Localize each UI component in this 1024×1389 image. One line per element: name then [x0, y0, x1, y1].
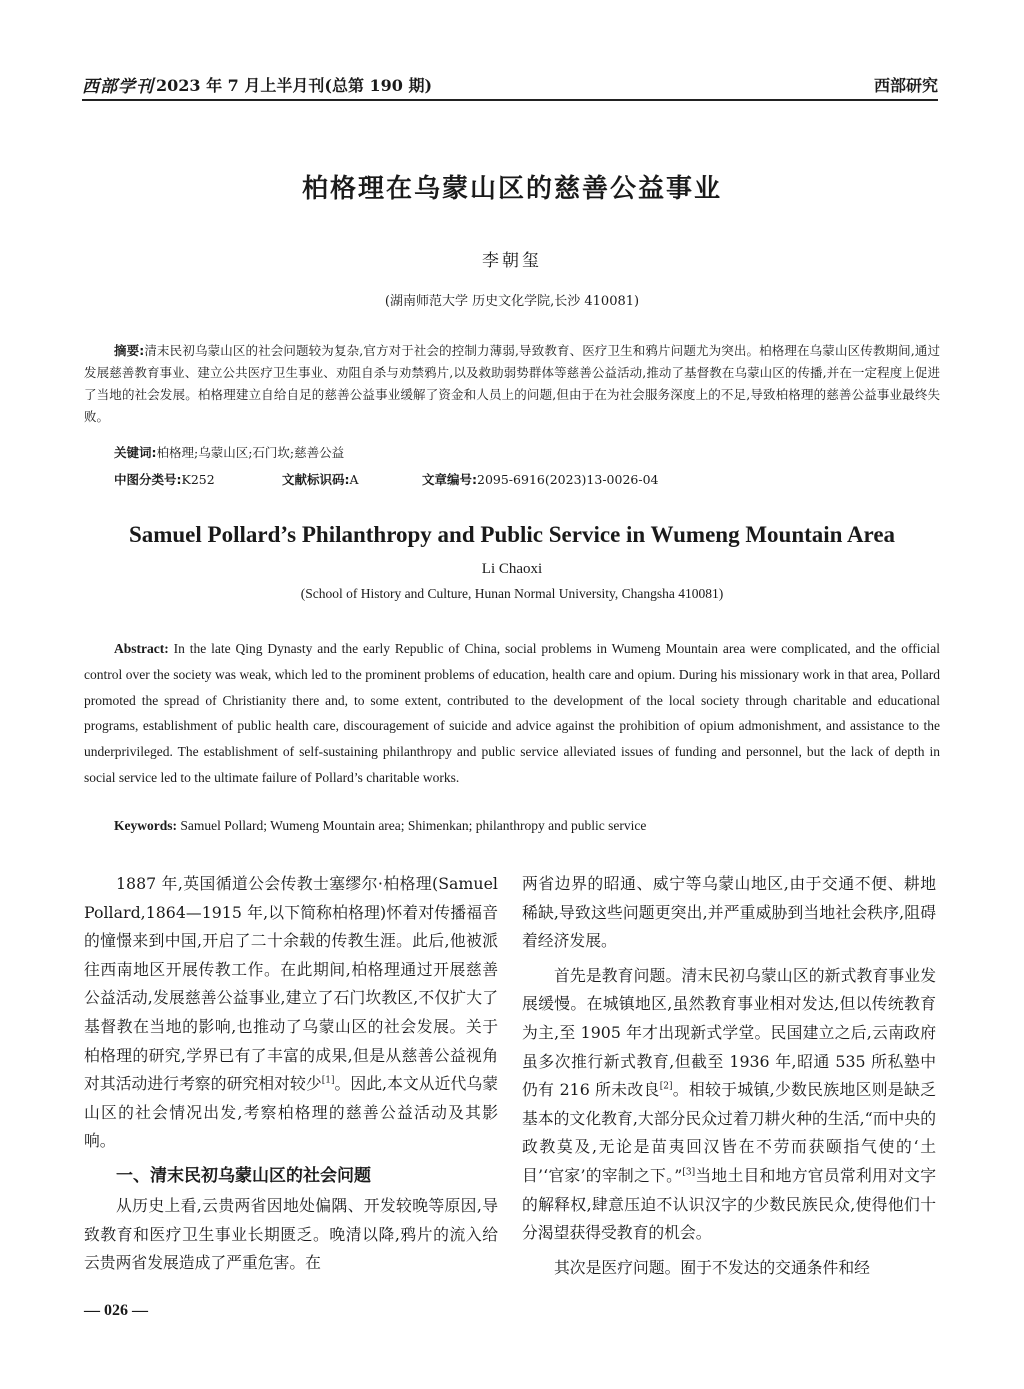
document-code [282, 470, 359, 488]
affiliation-en: (School of History and Culture, Hunan Normal University, Changsha 410081) [300, 586, 724, 601]
body-paragraph: 从历史上看,云贵两省因地处偏隅、开发较晚等原因,导致教育和医疗卫生事业长期匮乏。晚清以降,鸦片的流入给云贵两省发展造成了严重危害。在 [84, 1195, 498, 1273]
keywords-zh-label: 关键词: [114, 445, 157, 460]
author-name-en: Li Chaoxi [481, 561, 543, 577]
clc-number [114, 470, 215, 488]
article-title-en: Samuel Pollard’s Philanthropy and Public Service in Wumeng Mountain Area [128, 522, 896, 547]
journal-issue: 2023 年 7 月上半月刊(总第 190 期) [156, 76, 433, 95]
body-column-left [84, 870, 498, 1284]
clc-label: 中图分类号: [114, 472, 182, 487]
section-heading: 一、清末民初乌蒙山区的社会问题 [116, 1165, 371, 1186]
abstract-en-label: Abstract: [114, 641, 169, 656]
article-number-label: 文章编号: [422, 472, 477, 487]
keywords-zh-text: 柏格理;乌蒙山区;石门坎;慈善公益 [156, 445, 345, 460]
keywords-zh [114, 443, 344, 461]
citation-ref: [2] [659, 1081, 673, 1092]
abstract-en [84, 636, 940, 791]
header-divider [82, 99, 938, 101]
journal-section: 西部研究 [873, 76, 938, 95]
abstract-zh-label: 摘要: [114, 343, 145, 358]
citation-ref: [1] [321, 1075, 335, 1086]
body-paragraph: 首先是教育问题。清末民初乌蒙山区的新式教育事业发展缓慢。在城镇地区,虽然教育事业相对发达,但以传统教育为主,至 1905 年才出现新式学堂。民国建立之后,云南政府虽多次推行新式教育,但截至 1936 年,昭通 535 所私塾中仍有 216 所未改良[2]。相较于城镇,少数民族地区则是缺乏基本的文化教育,大部分民众过着刀耕火种的生活,“而中央的政教莫及,无论是苗夷回汉皆在不劳而获颐指气使的‘土目’‘官家’的宰制之下。”[3]当地土目和地方官员常利用对文字的解释权,肆意压迫不认识汉字的少数民族民众,使得他们十分渴望获得受教育的机会。 [522, 965, 936, 1243]
journal-logo: 西部学刊 [82, 77, 154, 97]
body-paragraph: 其次是医疗问题。囿于不发达的交通条件和经 [554, 1257, 870, 1277]
keywords-en-label: Keywords: [114, 818, 177, 833]
article-number [422, 470, 658, 488]
body-paragraph: 两省边界的昭通、威宁等乌蒙山地区,由于交通不便、耕地稀缺,导致这些问题更突出,并严重威胁到当地社会秩序,阻碍着经济发展。 [522, 874, 936, 951]
affiliation-zh: (湖南师范大学 历史文化学院,长沙 410081) [384, 294, 640, 309]
abstract-zh [84, 340, 940, 428]
article-title-zh: 柏格理在乌蒙山区的慈善公益事业 [301, 174, 722, 204]
body-column-right [522, 870, 936, 1288]
document-code-label: 文献标识码: [282, 472, 350, 487]
clc-value: K252 [181, 472, 215, 487]
running-header [82, 70, 938, 102]
body-paragraph: 1887 年,英国循道公会传教士塞缪尔·柏格理(Samuel Pollard,1864—1915 年,以下简称柏格理)怀着对传播福音的憧憬来到中国,开启了二十余载的传教生涯。此后,他被派往西南地区开展传教工作。在此期间,柏格理通过开展慈善公益活动,发展慈善公益事业,建立了石门坎教区,不仅扩大了基督教在当地的影响,也推动了乌蒙山区的社会发展。关于柏格理的研究,学界已有了丰富的成果,但是从慈善公益视角对其活动进行考察的研究相对较少[1]。因此,本文从近代乌蒙山区的社会情况出发,考察柏格理的慈善公益活动及其影响。 [84, 874, 498, 1151]
abstract-en-text: In the late Qing Dynasty and the early Republic of China, social problems in Wumeng Mountain area were complicated, and the official control over the society was weak, which led to the prominent problems of education, health care and opium. During his missionary work in that area, Pollard promoted the spread of Christianity there and, to some extent, contributed to the development of the local society through charitable and educational programs, establishment of public health care, discouragement of suicide and advice against the prohibition of opium admonishment, and assistance to the underprivileged. The establishment of self-sustaining philanthropy and public service alleviated issues of funding and personnel, but the lack of depth in social service led to the ultimate failure of Pollard’s charitable works. [84, 641, 940, 785]
abstract-zh-text: 清末民初乌蒙山区的社会问题较为复杂,官方对于社会的控制力薄弱,导致教育、医疗卫生和鸦片问题尤为突出。柏格理在乌蒙山区传教期间,通过发展慈善教育事业、建立公共医疗卫生事业、劝阻自杀与劝禁鸦片,以及救助弱势群体等慈善公益活动,推动了基督教在乌蒙山区的传播,并在一定程度上促进了当地的社会发展。柏格理建立自给自足的慈善公益事业缓解了资金和人员上的问题,但由于在为社会服务深度上的不足,导致柏格理的慈善公益事业最终失败。 [84, 343, 940, 424]
citation-ref: [3] [682, 1167, 696, 1178]
article-number-value: 2095-6916(2023)13-0026-04 [477, 472, 659, 487]
keywords-en-text: Samuel Pollard; Wumeng Mountain area; Shimenkan; philanthropy and public service [180, 818, 647, 833]
page-number: — 026 — [84, 1302, 148, 1319]
keywords-en [114, 818, 646, 834]
author-name-zh: 李朝玺 [482, 251, 542, 271]
document-code-value: A [349, 472, 359, 487]
